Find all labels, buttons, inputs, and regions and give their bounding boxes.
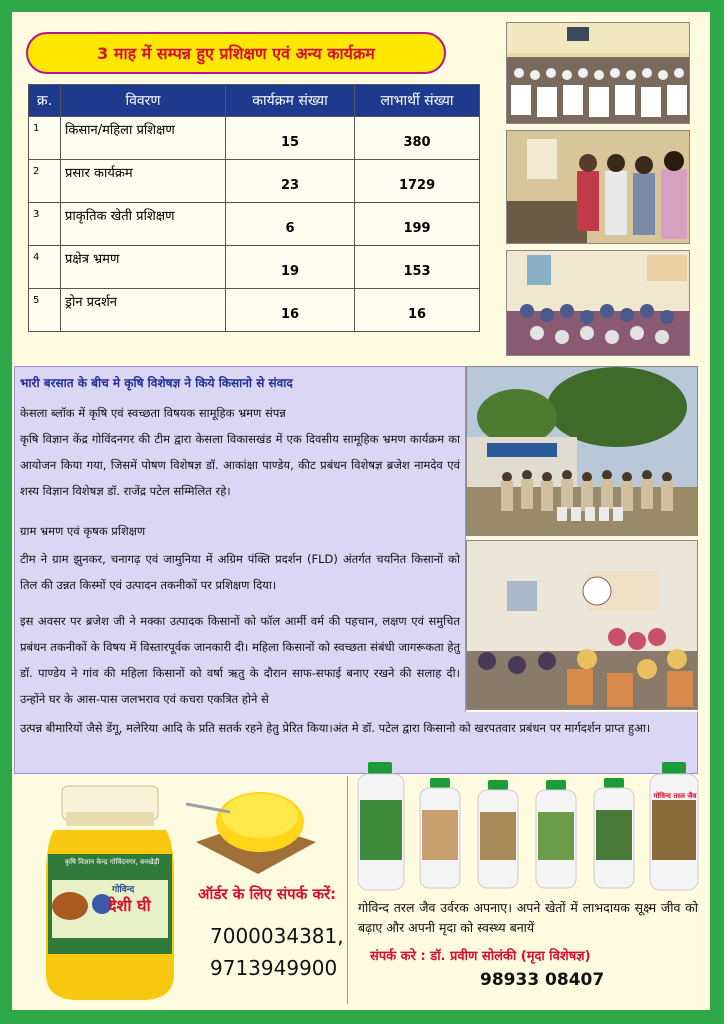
row-beneficiaries: 16 bbox=[355, 289, 480, 332]
row-beneficiaries: 153 bbox=[355, 246, 480, 289]
table-row bbox=[29, 160, 480, 203]
news-paragraph-2: टीम ने ग्राम झुनकर, चनागढ़ एवं जामुनिया में अग्रिम पंक्ति प्रदर्शन (FLD) अंतर्गत चयनित किसानों को तिल की उन्नत किस्मों एवं उत्पादन तकनीकों पर प्रशिक्षण दिया। bbox=[20, 552, 460, 592]
ghee-phone-2: 9713949900 bbox=[210, 956, 338, 980]
row-programs: 15 bbox=[226, 117, 355, 160]
row-programs: 19 bbox=[226, 246, 355, 289]
row-desc: किसान/महिला प्रशिक्षण bbox=[61, 117, 226, 160]
news-paragraph-1: कृषि विज्ञान केंद्र गोविंदनगर की टीम द्वारा केसला विकासखंड में एक दिवसीय सामूहिक भ्रमण कार्यक्रम का आयोजन किया गया, जिसमें पोषण विशेषज्ञ डॉ. आकांक्षा पाण्डेय, कीट प्रबंधन विशेषज्ञ ब्रजेश नामदेव एवं शस्य विज्ञान विशेषज्ञ डॉ. राजेंद्र पटेल सम्मिलित रहे। bbox=[20, 432, 460, 498]
row-num: 2 bbox=[29, 160, 61, 203]
row-programs: 23 bbox=[226, 160, 355, 203]
row-desc: प्राकृतिक खेती प्रशिक्षण bbox=[61, 203, 226, 246]
photo-training-room bbox=[506, 250, 690, 356]
ghee-phone-1: 7000034381, bbox=[210, 924, 344, 948]
fertilizer-bottles-image bbox=[354, 760, 700, 894]
table-row bbox=[29, 117, 480, 160]
programs-table bbox=[28, 84, 480, 332]
photo-meeting-hall bbox=[506, 22, 690, 124]
ghee-brand-small: गोविन्द bbox=[112, 885, 135, 895]
fertilizer-contact: संपर्क करे : डॉ. प्रवीण सोलंकी (मृदा विशेषज्ञ) bbox=[370, 949, 591, 964]
ghee-bowl-image bbox=[186, 782, 322, 878]
row-desc: ड्रोन प्रदर्शन bbox=[61, 289, 226, 332]
page-title: 3 माह में सम्पन्न हुए प्रशिक्षण एवं अन्य कार्यक्रम bbox=[26, 32, 446, 74]
row-num: 5 bbox=[29, 289, 61, 332]
order-contact-label: ऑर्डर के लिए संपर्क करें: bbox=[198, 885, 337, 903]
row-num: 3 bbox=[29, 203, 61, 246]
ghee-label-top: कृषि विज्ञान केन्द्र गोविंदनगर, बनखेड़ी bbox=[64, 858, 160, 866]
news-headline: भारी बरसात के बीच मे कृषि विशेषज्ञ ने किये किसानो से संवाद bbox=[20, 376, 293, 390]
row-beneficiaries: 380 bbox=[355, 117, 480, 160]
header-desc: विवरण bbox=[61, 85, 226, 117]
table-header-row bbox=[29, 85, 480, 117]
fertilizer-phone: 98933 08407 bbox=[480, 970, 605, 990]
row-programs: 6 bbox=[226, 203, 355, 246]
row-num: 4 bbox=[29, 246, 61, 289]
row-desc: प्रक्षेत्र भ्रमण bbox=[61, 246, 226, 289]
photo-field-group bbox=[466, 366, 698, 536]
table-row bbox=[29, 203, 480, 246]
bottle-label: गोविन्द तरल जैव bbox=[653, 792, 697, 800]
header-num: क्र. bbox=[29, 85, 61, 117]
row-programs: 16 bbox=[226, 289, 355, 332]
header-programs: कार्यक्रम संख्या bbox=[226, 85, 355, 117]
news-paragraph-4: उत्पन्न बीमारियों जैसे डेंगू, मलेरिया आदि के प्रति सतर्क रहने हेतु प्रेरित किया।अंत मे डॉ. पटेल द्वारा किसानो को खरपतवार प्रबंधन पर मार्गदर्शन प्राप्त हुआ। bbox=[20, 721, 651, 735]
table-row bbox=[29, 246, 480, 289]
photo-lab-demo bbox=[506, 130, 690, 244]
table-row bbox=[29, 289, 480, 332]
news-subheading-1: केसला ब्लॉक में कृषि एवं स्वच्छता विषयक सामूहिक भ्रमण संपन्न bbox=[20, 406, 286, 420]
row-desc: प्रसार कार्यक्रम bbox=[61, 160, 226, 203]
news-subheading-2: ग्राम भ्रमण एवं कृषक प्रशिक्षण bbox=[20, 524, 146, 538]
header-beneficiaries: लाभार्थी संख्या bbox=[355, 85, 480, 117]
fertilizer-text: गोविन्द तरल जैव उर्वरक अपनाए। अपने खेतों में लाभदायक सूक्ष्म जीव को बढ़ाए और अपनी मृदा को स्वस्थ्य बनायें bbox=[358, 900, 698, 935]
ghee-brand: देशी घी bbox=[108, 896, 151, 915]
row-num: 1 bbox=[29, 117, 61, 160]
news-paragraph-3: इस अवसर पर ब्रजेश जी ने मक्का उत्पादक किसानों को फॉल आर्मी वर्म की पहचान, लक्षण एवं समुचित प्रबंधन तकनीकों के विषय में विस्तारपूर्वक जानकारी दी। महिला किसानों को स्वच्छता संबंधी जागरूकता हेतु डॉ. पाण्डेय ने गांव की महिला किसानों को वर्षा ऋतु के दौरान साफ-सफाई बनाए रखने की सलाह दी। उन्होंने घर के आस-पास जलभराव एवं कचरा एकत्रित होने से bbox=[20, 614, 460, 706]
photo-women-meeting bbox=[466, 540, 698, 710]
row-beneficiaries: 1729 bbox=[355, 160, 480, 203]
row-beneficiaries: 199 bbox=[355, 203, 480, 246]
